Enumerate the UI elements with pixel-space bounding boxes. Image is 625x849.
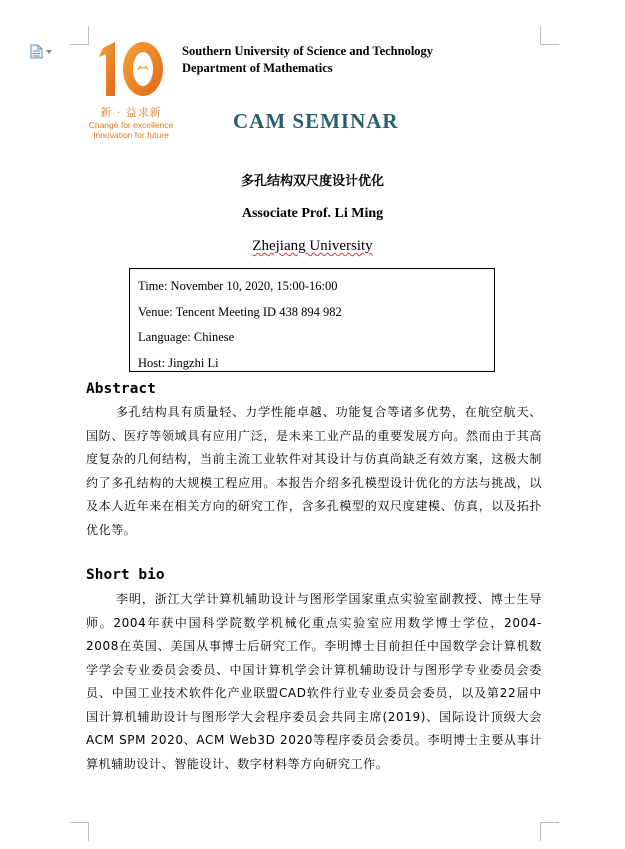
department-name: Department of Mathematics: [182, 61, 333, 75]
university-name: Southern University of Science and Technology: [182, 44, 434, 58]
seminar-label: CAM SEMINAR: [233, 109, 399, 133]
bio-text: 李明，浙江大学计算机辅助设计与图形学国家重点实验室副教授、博士生导师。2004年获中国科学院数学机械化重点实验室应用数学博士学位，2004-2008在英国、美国从事博士后研究工作。李明博士目前担任中国数学会计算机数学学会专业委员会委员、中国计算机学会计算机辅助设计与图形学专业委员会委员、中国工业技术软件化产业联盟CAD软件行业专业委员会委员，以及第22届中国计算机辅助设计与图形学大会程序委员会共同主席(2019)、国际设计顶级大会ACM SPM 2020、ACM Web3D 2020等程序委员会委员。李明博士主要从事计算机辅助设计、智能设计、数字材料等方向研究工作。: [86, 592, 542, 771]
document-icon: [30, 44, 43, 59]
university-logo: [86, 40, 176, 140]
abstract-text: 多孔结构具有质量轻、力学性能卓越、功能复合等诸多优势，在航空航天、国防、医疗等领域具有应用广泛，是未来工业产品的重要发展方向。然而由于其高度复杂的几何结构，当前主流工业软件对其设计与仿真尚缺乏有效方案，这极大制约了多孔结构的大规模工程应用。本报告介绍多孔模型设计优化的方法与挑战，以及本人近年来在相关方向的研究工作，含多孔模型的双尺度建模、仿真，以及拓扑优化等。: [86, 405, 542, 537]
chevron-down-icon: [46, 50, 52, 54]
institution-header: [182, 43, 433, 77]
talk-title: 多孔结构双尺度设计优化: [240, 174, 384, 189]
crop-mark-bottom-left: [70, 822, 89, 841]
logo-slogan-line1: Change for excellence: [88, 120, 174, 130]
info-time: Time: November 10, 2020, 15:00-16:00: [138, 279, 338, 293]
speaker-affiliation: Zhejiang University: [252, 238, 373, 254]
abstract-heading: Abstract: [86, 381, 156, 397]
crop-mark-bottom-right: [540, 822, 559, 841]
info-language: Language: Chinese: [138, 330, 235, 344]
speaker-name: Associate Prof. Li Ming: [241, 206, 384, 221]
info-host: Host: Jingzhi Li: [138, 355, 219, 370]
bio-heading: Short bio: [86, 567, 165, 583]
logo-tagline: 新 · 益求新: [100, 106, 162, 119]
document-menu-button[interactable]: [30, 44, 52, 59]
info-venue: Venue: Tencent Meeting ID 438 894 982: [138, 304, 342, 319]
anniversary-10-logo: [93, 40, 169, 98]
logo-slogan-line2: Innovation for future: [93, 130, 169, 140]
crop-mark-top-right: [540, 26, 559, 45]
seminar-info-box: [129, 268, 495, 372]
